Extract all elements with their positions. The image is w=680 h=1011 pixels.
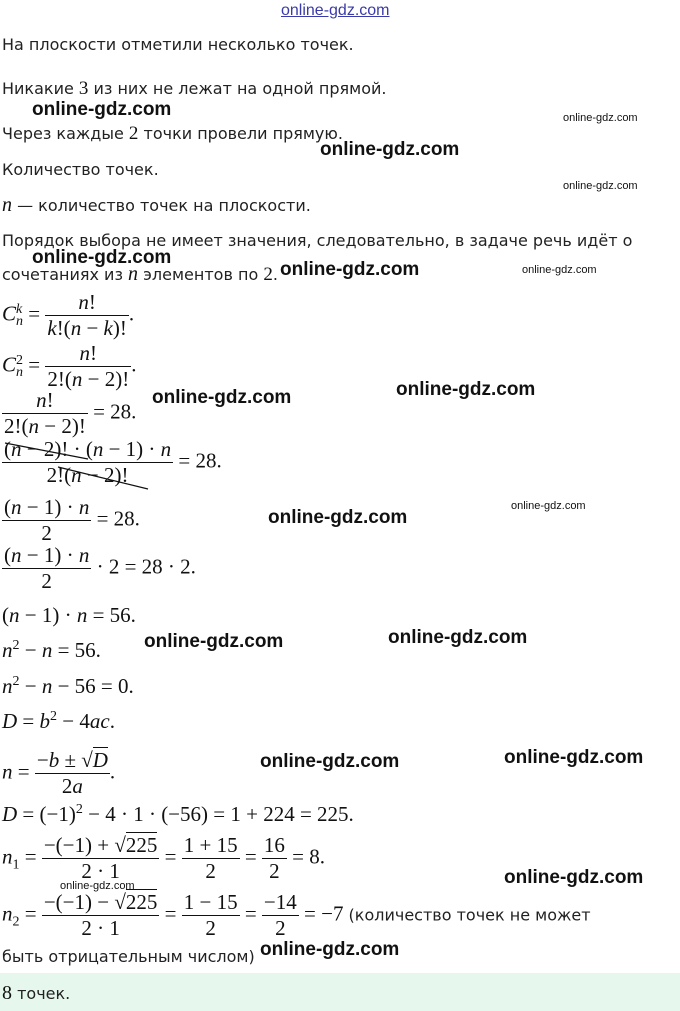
problem-line-1: На плоскости отметили несколько точек. bbox=[2, 35, 354, 54]
formula-equation-28: $\frac{n!}{2!(n - 2)!}$ = 28. bbox=[4, 388, 137, 438]
watermark: online-gdz.com bbox=[320, 139, 460, 160]
formula-reduced: $\frac{(n - 1) \cdot n}{2}$ = 28. bbox=[4, 495, 140, 545]
text-fragment: элементов по bbox=[138, 265, 264, 284]
formula-discriminant-def: $D = b^2 - 4ac$. bbox=[2, 709, 115, 733]
watermark: online-gdz.com bbox=[152, 387, 292, 408]
watermark: online-gdz.com bbox=[280, 259, 420, 280]
watermark: online-gdz.com bbox=[563, 180, 638, 192]
formula-root-2: $n_2$ = $\frac{-(-1) - √225}{2 \cdot 1}$ = $\frac{1 - 15}{2}$ = $\frac{-14}{2}$ = −7 (количество точек не может bbox=[2, 890, 591, 940]
answer-number: 8 bbox=[2, 982, 12, 1004]
watermark: online-gdz.com bbox=[563, 112, 638, 124]
watermark: online-gdz.com bbox=[504, 747, 644, 768]
text-fragment: точек. bbox=[12, 984, 71, 1003]
problem-line-2 bbox=[2, 78, 387, 100]
formula-combination-general: C k n = $\frac{n!}{k!(n - k)!}$ . bbox=[2, 290, 135, 340]
formula-combination-2: C 2 n = $\frac{n!}{2!(n - 2)!}$ . bbox=[2, 341, 137, 391]
problem-line-3 bbox=[2, 123, 343, 145]
variable-n: n bbox=[2, 194, 12, 216]
number-2: 2 bbox=[263, 264, 273, 285]
strike-through-lines bbox=[0, 437, 160, 493]
watermark: online-gdz.com bbox=[32, 247, 172, 268]
problem-line-6a: Порядок выбора не имеет значения, следовательно, в задаче речь идёт о bbox=[2, 231, 633, 250]
problem-line-5 bbox=[2, 194, 311, 217]
watermark: online-gdz.com bbox=[60, 880, 135, 892]
number-3: 3 bbox=[78, 78, 89, 99]
watermark: online-gdz.com bbox=[260, 751, 400, 772]
number-2: 2 bbox=[128, 123, 139, 144]
formula-multiply-2: $\frac{(n - 1) \cdot n}{2}$ · 2 = 28 · 2. bbox=[4, 543, 196, 593]
answer-text bbox=[2, 982, 70, 1005]
watermark: online-gdz.com bbox=[522, 264, 597, 276]
formula-roots-def: n = $\frac{-b \pm √D}{2a}$ . bbox=[2, 748, 116, 798]
answer-box bbox=[0, 973, 680, 1011]
watermark: online-gdz.com bbox=[268, 507, 408, 528]
note-negative: быть отрицательным числом) bbox=[2, 947, 255, 966]
watermark: online-gdz.com bbox=[144, 631, 284, 652]
watermark: online-gdz.com bbox=[388, 627, 528, 648]
watermark: online-gdz.com bbox=[504, 867, 644, 888]
formula-quadratic-form: $n^2 - n = 56$. bbox=[2, 638, 101, 662]
watermark: online-gdz.com bbox=[260, 939, 400, 960]
text-fragment: точки провели прямую. bbox=[138, 124, 343, 143]
watermark: online-gdz.com bbox=[511, 500, 586, 512]
formula-discriminant-value: $D = (-1)^2 - 4 \cdot 1 \cdot (-56) = 1 + 224 = 225$. bbox=[2, 802, 354, 826]
watermark: online-gdz.com bbox=[32, 99, 172, 120]
formula-expanded-factorial: $\frac{(n - 2)! \cdot (n - 1) \cdot n}{2!(n - 2)!}$ = 28. bbox=[4, 437, 222, 487]
text-fragment: Через каждые bbox=[2, 124, 129, 143]
problem-line-4: Количество точек. bbox=[2, 160, 159, 179]
variable-n: n bbox=[128, 263, 139, 285]
formula-root-1: $n_1$ = $\frac{-(-1) + √225}{2 \cdot 1}$ = $\frac{1 + 15}{2}$ = $\frac{16}{2}$ = 8. bbox=[2, 833, 326, 883]
watermark: online-gdz.com bbox=[396, 379, 536, 400]
text-fragment: Никакие bbox=[2, 79, 79, 98]
text-fragment: сочетаниях из bbox=[2, 265, 129, 284]
formula-quadratic-zero: $n^2 - n - 56 = 0$. bbox=[2, 674, 134, 698]
text-fragment: (количество точек не может bbox=[343, 905, 591, 925]
text-fragment: . bbox=[272, 265, 278, 284]
header-site-link[interactable]: online-gdz.com bbox=[281, 2, 390, 19]
formula-product-56: (n − 1) · n = 56. bbox=[2, 603, 136, 627]
text-fragment: из них не лежат на одной прямой. bbox=[88, 79, 387, 98]
text-fragment: — количество точек на плоскости. bbox=[12, 196, 311, 215]
